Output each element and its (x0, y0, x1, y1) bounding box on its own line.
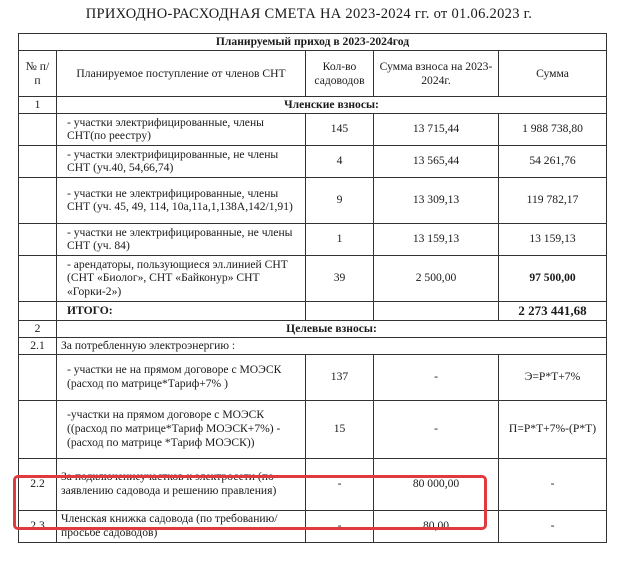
row-count: 145 (306, 113, 374, 145)
subsection-2-1-text: За потребленную электроэнергию : (57, 337, 607, 354)
subsection-2-1-row (19, 337, 607, 354)
header-count: Кол-во садоводов (306, 51, 374, 97)
row-text: - участки электрифицированные, не члены СНТ (уч.40, 54,66,74) (57, 145, 306, 177)
row-2-2-count: - (306, 458, 374, 510)
row-count: 4 (306, 145, 374, 177)
row-fee: 2 500,00 (374, 255, 499, 301)
row-text: - участки не на прямом договоре с МОЭСК (расход по матрице*Тариф+7% ) (57, 354, 306, 400)
row-sum: Э=Р*Т+7% (499, 354, 607, 400)
header-num: № п/п (19, 51, 57, 97)
row-fee: 13 715,44 (374, 113, 499, 145)
row-count: 39 (306, 255, 374, 301)
subsection-2-1-num: 2.1 (19, 337, 57, 354)
row-2-2-sum: - (499, 458, 607, 510)
total-row (19, 301, 607, 320)
row-fee: - (374, 400, 499, 458)
row-2-2-num: 2.2 (19, 458, 57, 510)
row-sum: 1 988 738,80 (499, 113, 607, 145)
table-title-row (19, 34, 607, 51)
table-row (19, 113, 607, 145)
header-sum: Сумма (499, 51, 607, 97)
table-row (19, 177, 607, 223)
row-fee: 13 159,13 (374, 223, 499, 255)
row-sum: 13 159,13 (499, 223, 607, 255)
table-row (19, 223, 607, 255)
header-row (19, 51, 607, 97)
row-fee: - (374, 354, 499, 400)
row-text: - участки электрифицированные, члены СНТ(по реестру) (57, 113, 306, 145)
table-row (19, 145, 607, 177)
section-2-title: Целевые взносы: (57, 320, 607, 337)
row-2-3-fee: 80,00 (374, 510, 499, 542)
row-count: 15 (306, 400, 374, 458)
row-2-2-fee: 80 000,00 (374, 458, 499, 510)
section-1-num: 1 (19, 97, 57, 114)
row-count: 1 (306, 223, 374, 255)
table-title: Планируемый приход в 2023-2024год (19, 34, 607, 51)
row-sum: П=Р*Т+7%-(Р*Т) (499, 400, 607, 458)
row-2-3-text: Членская книжка садовода (по требованию/просьбе садоводов) (57, 510, 306, 542)
row-sum: 97 500,00 (499, 255, 607, 301)
table-row (19, 354, 607, 400)
row-count: 9 (306, 177, 374, 223)
highlight-box (13, 475, 487, 530)
row-2-3-sum: - (499, 510, 607, 542)
total-label: ИТОГО: (57, 301, 306, 320)
row-sum: 54 261,76 (499, 145, 607, 177)
row-sum: 119 782,17 (499, 177, 607, 223)
row-text: - арендаторы, пользующиеся эл.линией СНТ (СНТ «Биолог», СНТ «Байконур» СНТ «Горки-2») (57, 255, 306, 301)
budget-table (18, 33, 607, 543)
row-count: 137 (306, 354, 374, 400)
total-value: 2 273 441,68 (499, 301, 607, 320)
row-2-3-count: - (306, 510, 374, 542)
section-2-row (19, 320, 607, 337)
header-source: Планируемое поступление от членов СНТ (57, 51, 306, 97)
row-text: - участки не электрифицированные, члены СНТ (уч. 45, 49, 114, 10а,11а,1,138А,142/1,91) (57, 177, 306, 223)
row-fee: 13 309,13 (374, 177, 499, 223)
table-row (19, 255, 607, 301)
row-2-3-num: 2.3 (19, 510, 57, 542)
row-2-2-text: За подключениеучастков к электросети (по заявлению садовода и решению правления) (57, 458, 306, 510)
section-1-row (19, 97, 607, 114)
header-fee: Сумма взноса на 2023-2024г. (374, 51, 499, 97)
document-title: ПРИХОДНО-РАСХОДНАЯ СМЕТА НА 2023-2024 гг. от 01.06.2023 г. (85, 6, 533, 22)
row-text: - участки не электрифицированные, не члены СНТ (уч. 84) (57, 223, 306, 255)
section-1-title: Членские взносы: (57, 97, 607, 114)
table-row (19, 400, 607, 458)
row-text: -участки на прямом договоре с МОЭСК ((расход по матрице*Тариф МОЭСК+7%) - (расход по матрице *Тариф МОЭСК)) (57, 400, 306, 458)
row-fee: 13 565,44 (374, 145, 499, 177)
section-2-num: 2 (19, 320, 57, 337)
